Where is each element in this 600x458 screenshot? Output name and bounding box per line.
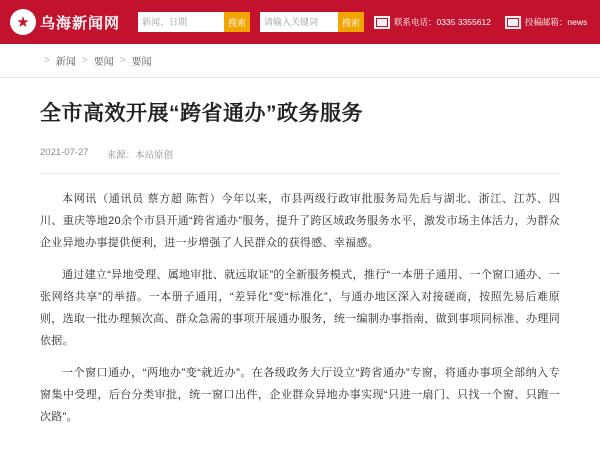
contact-phone — [374, 16, 491, 29]
site-header — [0, 0, 600, 44]
site-logo-text: 乌海新闻网 — [40, 14, 121, 32]
breadcrumb-item-news[interactable]: 新闻 — [55, 57, 76, 68]
breadcrumb-item-top-news[interactable]: 要闻 — [93, 57, 114, 68]
primary-search[interactable] — [138, 12, 250, 32]
article-paragraph: 本网讯（通讯员 蔡方超 陈哲）今年以来，市县两级行政审批服务局先后与湖北、浙江、江苏、四川、重庆等地20余个市县开通“跨省通办”服务，提升了跨区域政务服务水平，激发市场主体活力，为群众企业异地办事提供便利，进一步增强了人民群众的获得感、幸福感。 — [40, 193, 560, 250]
mail-icon — [505, 16, 521, 29]
search-input[interactable]: 新闻、日期 — [138, 12, 224, 32]
breadcrumb — [0, 44, 600, 78]
page-title: 全市高效开展“跨省通办”政务服务 — [40, 102, 363, 125]
article-body — [40, 188, 560, 428]
breadcrumb-item-current[interactable]: 要闻 — [131, 57, 152, 68]
contact-phone-text: 联系电话：0335 3355612 — [394, 17, 491, 27]
secondary-search-input[interactable]: 请输入关键词 — [260, 12, 338, 32]
site-logo[interactable] — [10, 9, 120, 35]
article-date: 2021-07-27 — [40, 147, 89, 159]
secondary-search[interactable] — [260, 12, 364, 32]
article-paragraph: 通过建立“异地受理、属地审批、就远取证”的全新服务模式，推行“一本册子通用、一个窗口通办、一张网络共享”的举措。一本册子通用，“差异化”变“标准化”，与通办地区深入对接磋商，按照先易后难原则，选取一批办理频次高、群众急需的事项开展通办服务，统一编制办事指南，做到事项同标准、办理同依据。 — [40, 269, 560, 348]
secondary-search-button[interactable]: 搜索 — [338, 12, 364, 32]
phone-icon — [374, 16, 390, 29]
breadcrumb-separator-3: > — [119, 55, 126, 66]
article — [0, 78, 600, 428]
search-button[interactable]: 搜索 — [224, 12, 250, 32]
breadcrumb-separator-1: > — [44, 55, 50, 66]
article-meta — [40, 147, 560, 174]
header-contacts — [374, 16, 591, 29]
article-source: 来源：本站原创 — [106, 150, 174, 162]
article-paragraph: 一个窗口通办，“两地办”变“就近办”。在各级政务大厅设立“跨省通办”专窗，将通办事项全部纳入专窗集中受理，后台分类审批，统一窗口出件，企业群众异地办事实现“只进一扇门、只找一个窗、只跑一次路”。 — [40, 367, 560, 424]
contact-mail-text: 投稿邮箱：news — [524, 17, 588, 27]
star-icon: ★ — [10, 9, 36, 35]
contact-mail — [505, 16, 587, 29]
breadcrumb-separator-2: > — [81, 55, 88, 66]
